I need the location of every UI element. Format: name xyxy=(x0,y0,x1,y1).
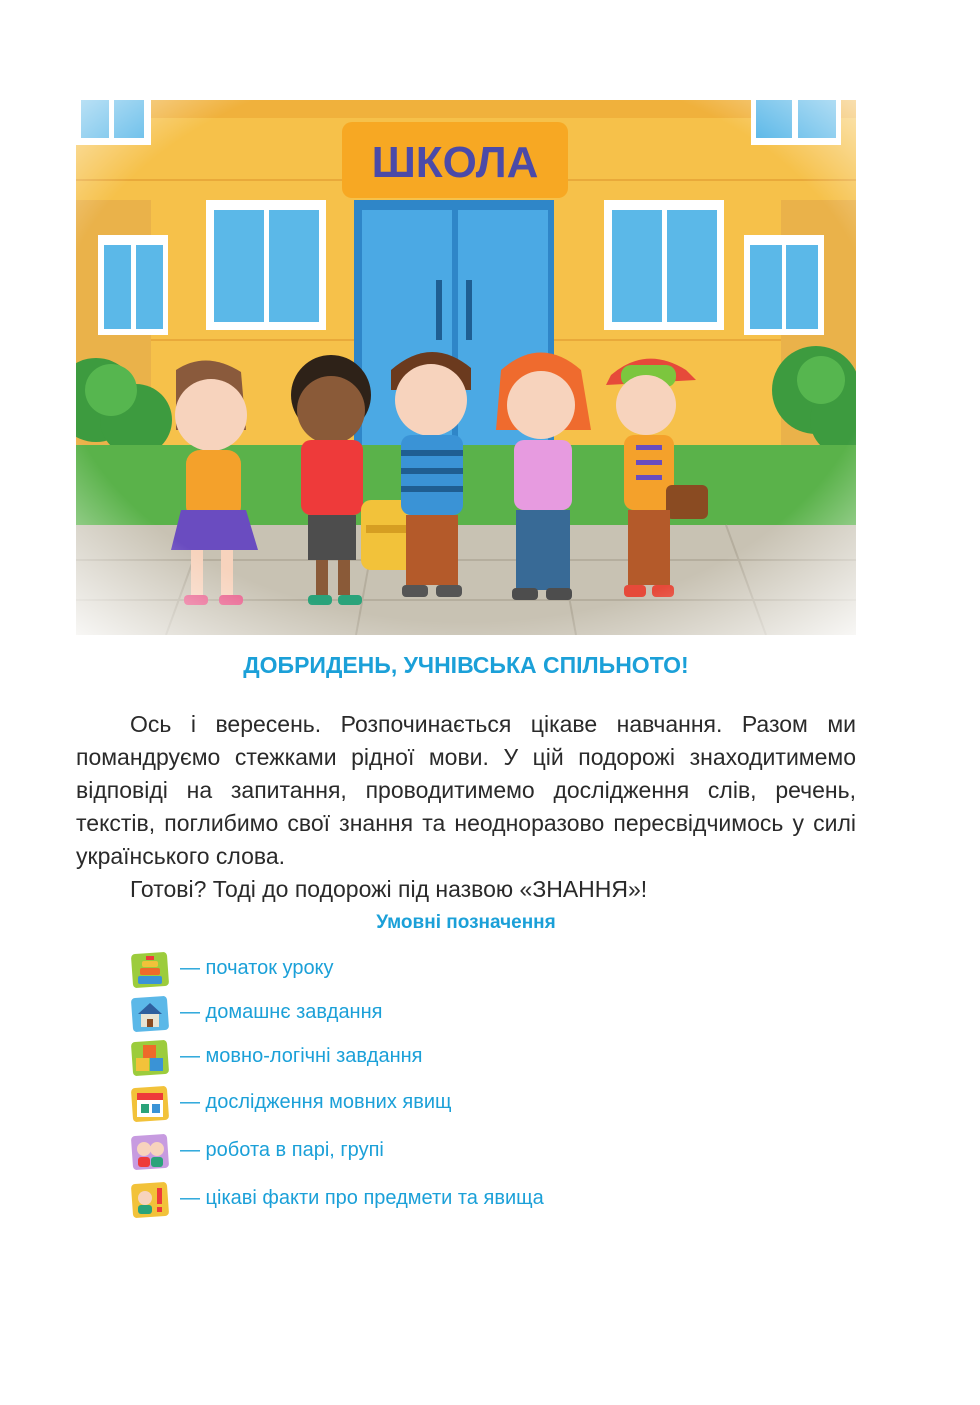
school-building-icon xyxy=(76,100,856,635)
toy-pyramid-icon xyxy=(130,950,170,990)
calendar-icon xyxy=(130,1084,170,1124)
intro-paragraph-1: Ось і вересень. Розпочинається цікаве навчання. Разом ми помандруємо стежками рідної мови. У цій подорожі знаходитимемо відповіді на запитання, проводитимемо дослідження слів, речень, текстів, поглибимо свої знання та неодноразово пересвідчимось у силі українського слова. xyxy=(76,711,856,869)
legend-label: — початок уроку xyxy=(180,957,334,979)
legend-label: — цікаві факти про предмети та явища xyxy=(180,1187,544,1209)
legend-label: — домашнє завдання xyxy=(180,1001,383,1023)
legend-label: — мовно-логічні завдання xyxy=(180,1045,423,1067)
letter-blocks-icon xyxy=(130,1038,170,1078)
exclamation-child-icon xyxy=(130,1180,170,1220)
legend-label: — дослідження мовних явищ xyxy=(180,1091,452,1113)
intro-paragraph-2: Готові? Тоді до подорожі під назвою «ЗНАННЯ»! xyxy=(130,876,648,902)
intro-text xyxy=(76,708,856,906)
children-pair-icon xyxy=(130,1132,170,1172)
greeting-heading: ДОБРИДЕНЬ, УЧНІВСЬКА СПІЛЬНОТО! xyxy=(243,652,689,678)
house-icon xyxy=(130,994,170,1034)
legend-label: — робота в парі, групі xyxy=(180,1139,384,1161)
school-illustration xyxy=(76,100,856,635)
legend-title: Умовні позначення xyxy=(376,912,556,933)
